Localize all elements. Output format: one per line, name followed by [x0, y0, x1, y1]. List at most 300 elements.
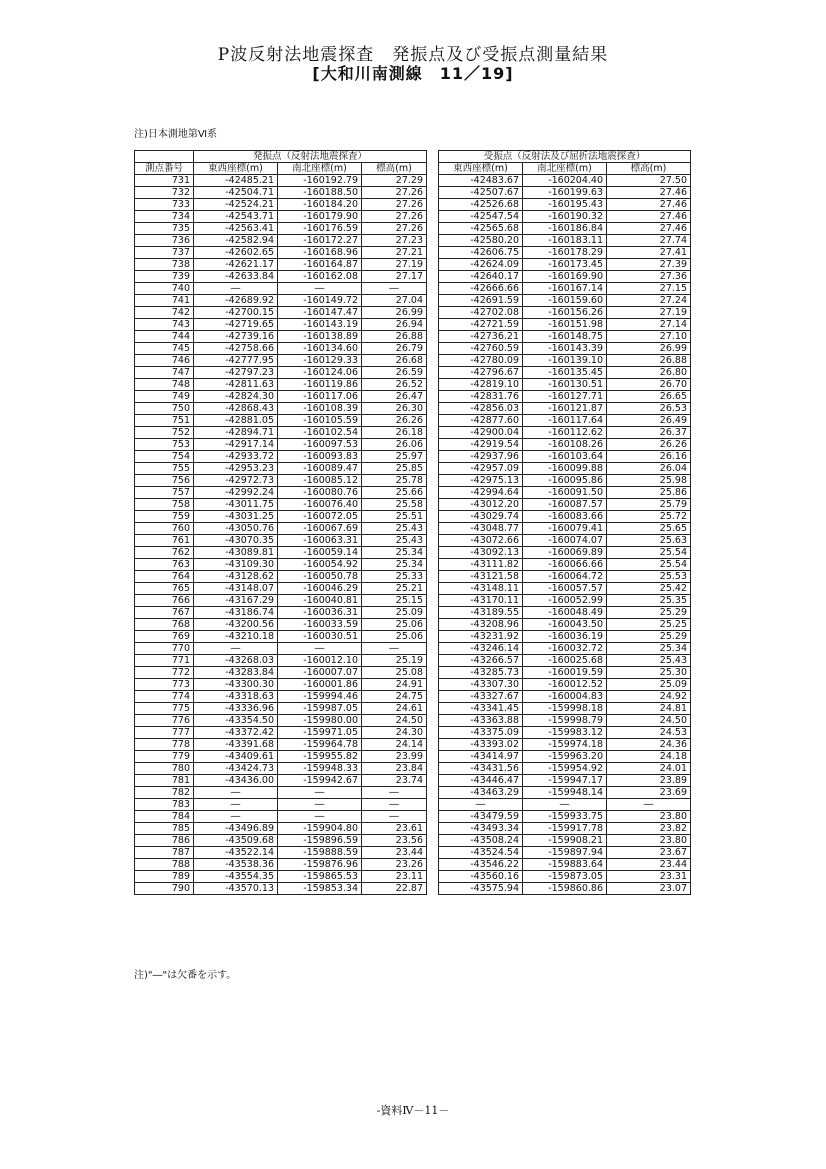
receiver-north-cell: -160091.50 — [523, 487, 607, 499]
receiver-elevation-cell: 26.16 — [607, 451, 691, 463]
receiver-north-cell: -159998.79 — [523, 715, 607, 727]
receiver-east-cell: -42702.08 — [439, 307, 523, 319]
station-number-cell: 775 — [135, 703, 194, 715]
column-gap — [427, 463, 439, 475]
column-gap — [427, 187, 439, 199]
receiver-north-cell: -160048.49 — [523, 607, 607, 619]
station-number-cell: 783 — [135, 799, 194, 811]
source-elevation-cell: 26.30 — [362, 403, 427, 415]
source-elevation-cell: 26.94 — [362, 319, 427, 331]
source-east-cell: -42824.30 — [194, 391, 278, 403]
receiver-east-cell: -42877.60 — [439, 415, 523, 427]
table-row — [135, 295, 691, 307]
source-east-cell: -42992.24 — [194, 487, 278, 499]
receiver-east-cell: -42919.54 — [439, 439, 523, 451]
source-north-cell: -160063.31 — [278, 535, 362, 547]
source-elevation-cell: 23.99 — [362, 751, 427, 763]
column-gap — [427, 331, 439, 343]
station-number-cell: 751 — [135, 415, 194, 427]
receiver-east-cell: -43231.92 — [439, 631, 523, 643]
receiver-east-cell: -43393.02 — [439, 739, 523, 751]
source-north-cell: ― — [278, 643, 362, 655]
page-title: P波反射法地震探査 発振点及び受振点測量結果 — [217, 45, 609, 65]
source-north-cell: -159888.59 — [278, 847, 362, 859]
station-number-cell: 759 — [135, 511, 194, 523]
receiver-north-cell: -160178.29 — [523, 247, 607, 259]
column-gap — [427, 691, 439, 703]
table-row — [135, 199, 691, 211]
receiver-elevation-cell: 27.19 — [607, 307, 691, 319]
column-gap — [427, 643, 439, 655]
col-header-source-elev: 標高(m) — [362, 163, 427, 175]
source-east-cell: -42621.17 — [194, 259, 278, 271]
source-east-cell: -42894.71 — [194, 427, 278, 439]
receiver-north-cell: -159917.78 — [523, 823, 607, 835]
receiver-north-cell: -160159.60 — [523, 295, 607, 307]
receiver-east-cell: -42994.64 — [439, 487, 523, 499]
source-east-cell: -43050.76 — [194, 523, 278, 535]
receiver-north-cell: -160108.26 — [523, 439, 607, 451]
source-east-cell: -43109.30 — [194, 559, 278, 571]
receiver-north-cell: -160173.45 — [523, 259, 607, 271]
station-number-cell: 747 — [135, 367, 194, 379]
station-number-cell: 745 — [135, 343, 194, 355]
table-row — [135, 847, 691, 859]
receiver-east-cell: -42624.09 — [439, 259, 523, 271]
receiver-elevation-cell: 25.79 — [607, 499, 691, 511]
receiver-elevation-cell: 25.35 — [607, 595, 691, 607]
source-east-cell: -42485.21 — [194, 175, 278, 187]
receiver-elevation-cell: 25.98 — [607, 475, 691, 487]
receiver-elevation-cell: 24.01 — [607, 763, 691, 775]
source-elevation-cell: ― — [362, 283, 427, 295]
column-gap — [427, 475, 439, 487]
source-north-cell: -160046.29 — [278, 583, 362, 595]
coordinate-system-note: 注)日本測地第Ⅵ系 — [134, 129, 218, 140]
receiver-north-cell: ― — [523, 799, 607, 811]
station-number-cell: 752 — [135, 427, 194, 439]
station-number-cell: 748 — [135, 379, 194, 391]
column-gap — [427, 607, 439, 619]
receiver-east-cell: -43575.94 — [439, 883, 523, 895]
receiver-elevation-cell: 24.50 — [607, 715, 691, 727]
source-elevation-cell: 23.44 — [362, 847, 427, 859]
receiver-elevation-cell: 25.29 — [607, 631, 691, 643]
receiver-east-cell: -43375.09 — [439, 727, 523, 739]
receiver-east-cell: -42547.54 — [439, 211, 523, 223]
column-gap — [427, 175, 439, 187]
source-north-cell: -160129.33 — [278, 355, 362, 367]
column-gap — [427, 823, 439, 835]
table-row — [135, 283, 691, 295]
station-number-cell: 787 — [135, 847, 194, 859]
receiver-elevation-cell: 23.44 — [607, 859, 691, 871]
source-elevation-cell: 23.56 — [362, 835, 427, 847]
source-north-cell: -160050.78 — [278, 571, 362, 583]
column-gap — [427, 451, 439, 463]
source-east-cell: ― — [194, 283, 278, 295]
station-number-cell: 743 — [135, 319, 194, 331]
source-east-cell: -43186.74 — [194, 607, 278, 619]
station-number-cell: 731 — [135, 175, 194, 187]
receiver-north-cell: -160117.64 — [523, 415, 607, 427]
column-gap — [427, 355, 439, 367]
source-elevation-cell: 27.23 — [362, 235, 427, 247]
source-north-cell: -159865.53 — [278, 871, 362, 883]
source-elevation-cell: 27.21 — [362, 247, 427, 259]
column-gap — [427, 523, 439, 535]
source-north-cell: -160172.27 — [278, 235, 362, 247]
receiver-east-cell: -43341.45 — [439, 703, 523, 715]
column-gap — [427, 799, 439, 811]
source-north-cell: -160097.53 — [278, 439, 362, 451]
source-elevation-cell: 26.68 — [362, 355, 427, 367]
station-number-cell: 790 — [135, 883, 194, 895]
table-row — [135, 367, 691, 379]
source-east-cell: -42524.21 — [194, 199, 278, 211]
table-row — [135, 655, 691, 667]
source-east-cell: -42582.94 — [194, 235, 278, 247]
column-gap — [427, 751, 439, 763]
station-number-cell: 753 — [135, 439, 194, 451]
source-north-cell: -160093.83 — [278, 451, 362, 463]
receiver-north-cell: -160167.14 — [523, 283, 607, 295]
station-number-cell: 766 — [135, 595, 194, 607]
table-row — [135, 535, 691, 547]
source-north-cell: -160108.39 — [278, 403, 362, 415]
column-gap — [427, 211, 439, 223]
receiver-north-cell: -160052.99 — [523, 595, 607, 607]
receiver-east-cell: -42975.13 — [439, 475, 523, 487]
station-number-cell: 780 — [135, 763, 194, 775]
receiver-north-cell: -160032.72 — [523, 643, 607, 655]
table-row — [135, 763, 691, 775]
station-number-cell: 737 — [135, 247, 194, 259]
receiver-elevation-cell: 23.80 — [607, 835, 691, 847]
receiver-elevation-cell: 25.34 — [607, 643, 691, 655]
source-east-cell: -43509.68 — [194, 835, 278, 847]
source-north-cell: -160059.14 — [278, 547, 362, 559]
receiver-elevation-cell: 26.37 — [607, 427, 691, 439]
receiver-elevation-cell: 23.82 — [607, 823, 691, 835]
station-number-cell: 786 — [135, 835, 194, 847]
col-header-receiver-north: 南北座標(m) — [523, 163, 607, 175]
source-north-cell: -160134.60 — [278, 343, 362, 355]
column-gap — [427, 583, 439, 595]
receiver-north-cell: -160036.19 — [523, 631, 607, 643]
table-row — [135, 235, 691, 247]
source-east-cell: ― — [194, 811, 278, 823]
table-body — [135, 151, 691, 895]
receiver-elevation-cell: 23.31 — [607, 871, 691, 883]
source-north-cell: -160105.59 — [278, 415, 362, 427]
receiver-elevation-cell: 27.46 — [607, 199, 691, 211]
station-number-cell: 740 — [135, 283, 194, 295]
station-number-cell: 774 — [135, 691, 194, 703]
receiver-east-cell: -43148.11 — [439, 583, 523, 595]
receiver-east-cell: -43524.54 — [439, 847, 523, 859]
source-east-cell: -42881.05 — [194, 415, 278, 427]
receiver-elevation-cell: 25.72 — [607, 511, 691, 523]
column-gap — [427, 343, 439, 355]
receiver-east-cell: -43493.34 — [439, 823, 523, 835]
column-gap — [427, 259, 439, 271]
source-east-cell: -42777.95 — [194, 355, 278, 367]
source-elevation-cell: 24.91 — [362, 679, 427, 691]
source-north-cell: -160192.79 — [278, 175, 362, 187]
station-number-cell: 781 — [135, 775, 194, 787]
receiver-elevation-cell: 25.63 — [607, 535, 691, 547]
column-gap — [427, 655, 439, 667]
receiver-elevation-cell: 25.30 — [607, 667, 691, 679]
source-east-cell: -42563.41 — [194, 223, 278, 235]
column-gap — [427, 775, 439, 787]
source-elevation-cell: 25.34 — [362, 559, 427, 571]
station-number-cell: 784 — [135, 811, 194, 823]
source-elevation-cell: 23.26 — [362, 859, 427, 871]
source-east-cell: -42719.65 — [194, 319, 278, 331]
source-north-cell: -160184.20 — [278, 199, 362, 211]
source-east-cell: -42689.92 — [194, 295, 278, 307]
source-east-cell: -43538.36 — [194, 859, 278, 871]
column-gap — [427, 715, 439, 727]
receiver-elevation-cell: 27.46 — [607, 211, 691, 223]
receiver-east-cell: -43560.16 — [439, 871, 523, 883]
column-gap — [427, 163, 439, 175]
receiver-elevation-cell: 25.29 — [607, 607, 691, 619]
column-gap — [427, 667, 439, 679]
station-number-cell: 735 — [135, 223, 194, 235]
source-elevation-cell: 27.26 — [362, 187, 427, 199]
table-row — [135, 631, 691, 643]
station-number-cell: 754 — [135, 451, 194, 463]
receiver-east-cell: -42526.68 — [439, 199, 523, 211]
table-row — [135, 703, 691, 715]
receiver-east-cell: -43431.56 — [439, 763, 523, 775]
source-elevation-cell: 26.88 — [362, 331, 427, 343]
column-gap — [427, 703, 439, 715]
receiver-east-cell: -43479.59 — [439, 811, 523, 823]
table-row — [135, 307, 691, 319]
table-row — [135, 643, 691, 655]
receiver-north-cell: -159860.86 — [523, 883, 607, 895]
column-header-row — [135, 163, 691, 175]
receiver-elevation-cell: 26.88 — [607, 355, 691, 367]
receiver-elevation-cell: 27.36 — [607, 271, 691, 283]
source-north-cell: -160102.54 — [278, 427, 362, 439]
source-east-cell: -42700.15 — [194, 307, 278, 319]
receiver-east-cell: -42666.66 — [439, 283, 523, 295]
station-number-cell: 736 — [135, 235, 194, 247]
station-number-cell: 744 — [135, 331, 194, 343]
receiver-elevation-cell: 27.74 — [607, 235, 691, 247]
col-header-source-north: 南北座標(m) — [278, 163, 362, 175]
receiver-north-cell: -160156.26 — [523, 307, 607, 319]
column-gap — [427, 859, 439, 871]
receiver-elevation-cell: 25.25 — [607, 619, 691, 631]
source-elevation-cell: 26.79 — [362, 343, 427, 355]
receiver-east-cell: -42819.10 — [439, 379, 523, 391]
source-east-cell: -43409.61 — [194, 751, 278, 763]
receiver-north-cell: -159948.14 — [523, 787, 607, 799]
source-elevation-cell: 25.43 — [362, 523, 427, 535]
source-north-cell: -160080.76 — [278, 487, 362, 499]
column-gap — [427, 511, 439, 523]
station-number-cell: 762 — [135, 547, 194, 559]
source-east-cell: ― — [194, 799, 278, 811]
table-row — [135, 463, 691, 475]
column-gap — [427, 199, 439, 211]
table-row — [135, 547, 691, 559]
receiver-north-cell: -160057.57 — [523, 583, 607, 595]
receiver-east-cell: -43012.20 — [439, 499, 523, 511]
receiver-north-cell: -160190.32 — [523, 211, 607, 223]
source-east-cell: -42739.16 — [194, 331, 278, 343]
table-row — [135, 811, 691, 823]
receiver-north-cell: -160139.10 — [523, 355, 607, 367]
station-number-cell: 732 — [135, 187, 194, 199]
receiver-elevation-cell: 24.92 — [607, 691, 691, 703]
source-north-cell: -159942.67 — [278, 775, 362, 787]
source-east-cell: -42602.65 — [194, 247, 278, 259]
column-gap — [427, 499, 439, 511]
receiver-north-cell: -160095.86 — [523, 475, 607, 487]
receiver-east-cell: -43327.67 — [439, 691, 523, 703]
station-number-cell: 777 — [135, 727, 194, 739]
station-number-cell: 750 — [135, 403, 194, 415]
column-gap — [427, 439, 439, 451]
table-row — [135, 319, 691, 331]
source-east-cell: -43424.73 — [194, 763, 278, 775]
column-gap — [427, 427, 439, 439]
source-east-cell: -42811.63 — [194, 379, 278, 391]
table-row — [135, 691, 691, 703]
receiver-north-cell: -160099.88 — [523, 463, 607, 475]
station-number-cell: 785 — [135, 823, 194, 835]
receiver-east-cell: -42900.04 — [439, 427, 523, 439]
receiver-elevation-cell: 27.50 — [607, 175, 691, 187]
source-east-cell: -42797.23 — [194, 367, 278, 379]
receiver-east-cell: -43546.22 — [439, 859, 523, 871]
source-east-cell: ― — [194, 643, 278, 655]
receiver-east-cell: -43048.77 — [439, 523, 523, 535]
station-number-cell: 746 — [135, 355, 194, 367]
receiver-east-cell: -43029.74 — [439, 511, 523, 523]
receiver-elevation-cell: 26.80 — [607, 367, 691, 379]
col-header-receiver-elev: 標高(m) — [607, 163, 691, 175]
source-north-cell: -160007.07 — [278, 667, 362, 679]
source-elevation-cell: 23.61 — [362, 823, 427, 835]
receiver-east-cell: -43121.58 — [439, 571, 523, 583]
source-east-cell: -42543.71 — [194, 211, 278, 223]
station-number-cell: 758 — [135, 499, 194, 511]
receiver-east-cell: -42856.03 — [439, 403, 523, 415]
receiver-east-cell: -43363.88 — [439, 715, 523, 727]
column-gap — [427, 763, 439, 775]
column-gap — [427, 379, 439, 391]
source-elevation-cell: 25.58 — [362, 499, 427, 511]
source-elevation-cell: 26.99 — [362, 307, 427, 319]
source-east-cell: -42953.23 — [194, 463, 278, 475]
source-elevation-cell: 26.59 — [362, 367, 427, 379]
source-east-cell: -42758.66 — [194, 343, 278, 355]
column-gap — [427, 283, 439, 295]
source-elevation-cell: 25.09 — [362, 607, 427, 619]
station-number-cell: 764 — [135, 571, 194, 583]
receiver-elevation-cell: 23.80 — [607, 811, 691, 823]
column-gap — [427, 307, 439, 319]
table-row — [135, 607, 691, 619]
receiver-north-cell: -159983.12 — [523, 727, 607, 739]
source-north-cell: -160001.86 — [278, 679, 362, 691]
receiver-east-cell: -42640.17 — [439, 271, 523, 283]
receiver-east-cell: -42937.96 — [439, 451, 523, 463]
receiver-east-cell: -42736.21 — [439, 331, 523, 343]
source-elevation-cell: ― — [362, 643, 427, 655]
source-elevation-cell: 22.87 — [362, 883, 427, 895]
table-row — [135, 259, 691, 271]
receiver-east-cell: -43208.96 — [439, 619, 523, 631]
source-north-cell: -160162.08 — [278, 271, 362, 283]
missing-number-footnote: 注)"―"は欠番を示す。 — [134, 970, 237, 981]
receiver-east-cell: -42483.67 — [439, 175, 523, 187]
receiver-elevation-cell: 26.53 — [607, 403, 691, 415]
receiver-north-cell: -160204.40 — [523, 175, 607, 187]
source-north-cell: -160040.81 — [278, 595, 362, 607]
source-elevation-cell: 25.97 — [362, 451, 427, 463]
receiver-elevation-cell: 25.54 — [607, 559, 691, 571]
table-row — [135, 835, 691, 847]
source-north-cell: -160054.92 — [278, 559, 362, 571]
source-elevation-cell: 25.43 — [362, 535, 427, 547]
table-row — [135, 511, 691, 523]
source-elevation-cell: 24.75 — [362, 691, 427, 703]
receiver-east-cell: -42606.75 — [439, 247, 523, 259]
receiver-east-cell: -43508.24 — [439, 835, 523, 847]
receiver-north-cell: -159947.17 — [523, 775, 607, 787]
column-gap — [427, 151, 439, 163]
source-north-cell: -160089.47 — [278, 463, 362, 475]
column-gap — [427, 727, 439, 739]
receiver-east-cell: -43307.30 — [439, 679, 523, 691]
source-elevation-cell: 24.30 — [362, 727, 427, 739]
receiver-north-cell: -160074.07 — [523, 535, 607, 547]
source-elevation-cell: 25.06 — [362, 619, 427, 631]
receiver-elevation-cell: 27.10 — [607, 331, 691, 343]
receiver-north-cell: -160019.59 — [523, 667, 607, 679]
receiver-north-cell: -160121.87 — [523, 403, 607, 415]
receiver-elevation-cell: 23.89 — [607, 775, 691, 787]
receiver-north-cell: -160112.62 — [523, 427, 607, 439]
table-row — [135, 271, 691, 283]
table-row — [135, 859, 691, 871]
table-row — [135, 439, 691, 451]
receiver-elevation-cell: 24.18 — [607, 751, 691, 763]
column-gap — [427, 883, 439, 895]
receiver-elevation-cell: 26.65 — [607, 391, 691, 403]
column-gap — [427, 619, 439, 631]
source-north-cell: -160164.87 — [278, 259, 362, 271]
table-row — [135, 571, 691, 583]
source-east-cell: -42933.72 — [194, 451, 278, 463]
source-north-cell: ― — [278, 811, 362, 823]
receiver-east-cell: -42796.67 — [439, 367, 523, 379]
receiver-north-cell: -160083.66 — [523, 511, 607, 523]
receiver-north-cell: -159933.75 — [523, 811, 607, 823]
source-east-cell: -43436.00 — [194, 775, 278, 787]
source-north-cell: -159853.34 — [278, 883, 362, 895]
source-east-cell: -43554.35 — [194, 871, 278, 883]
